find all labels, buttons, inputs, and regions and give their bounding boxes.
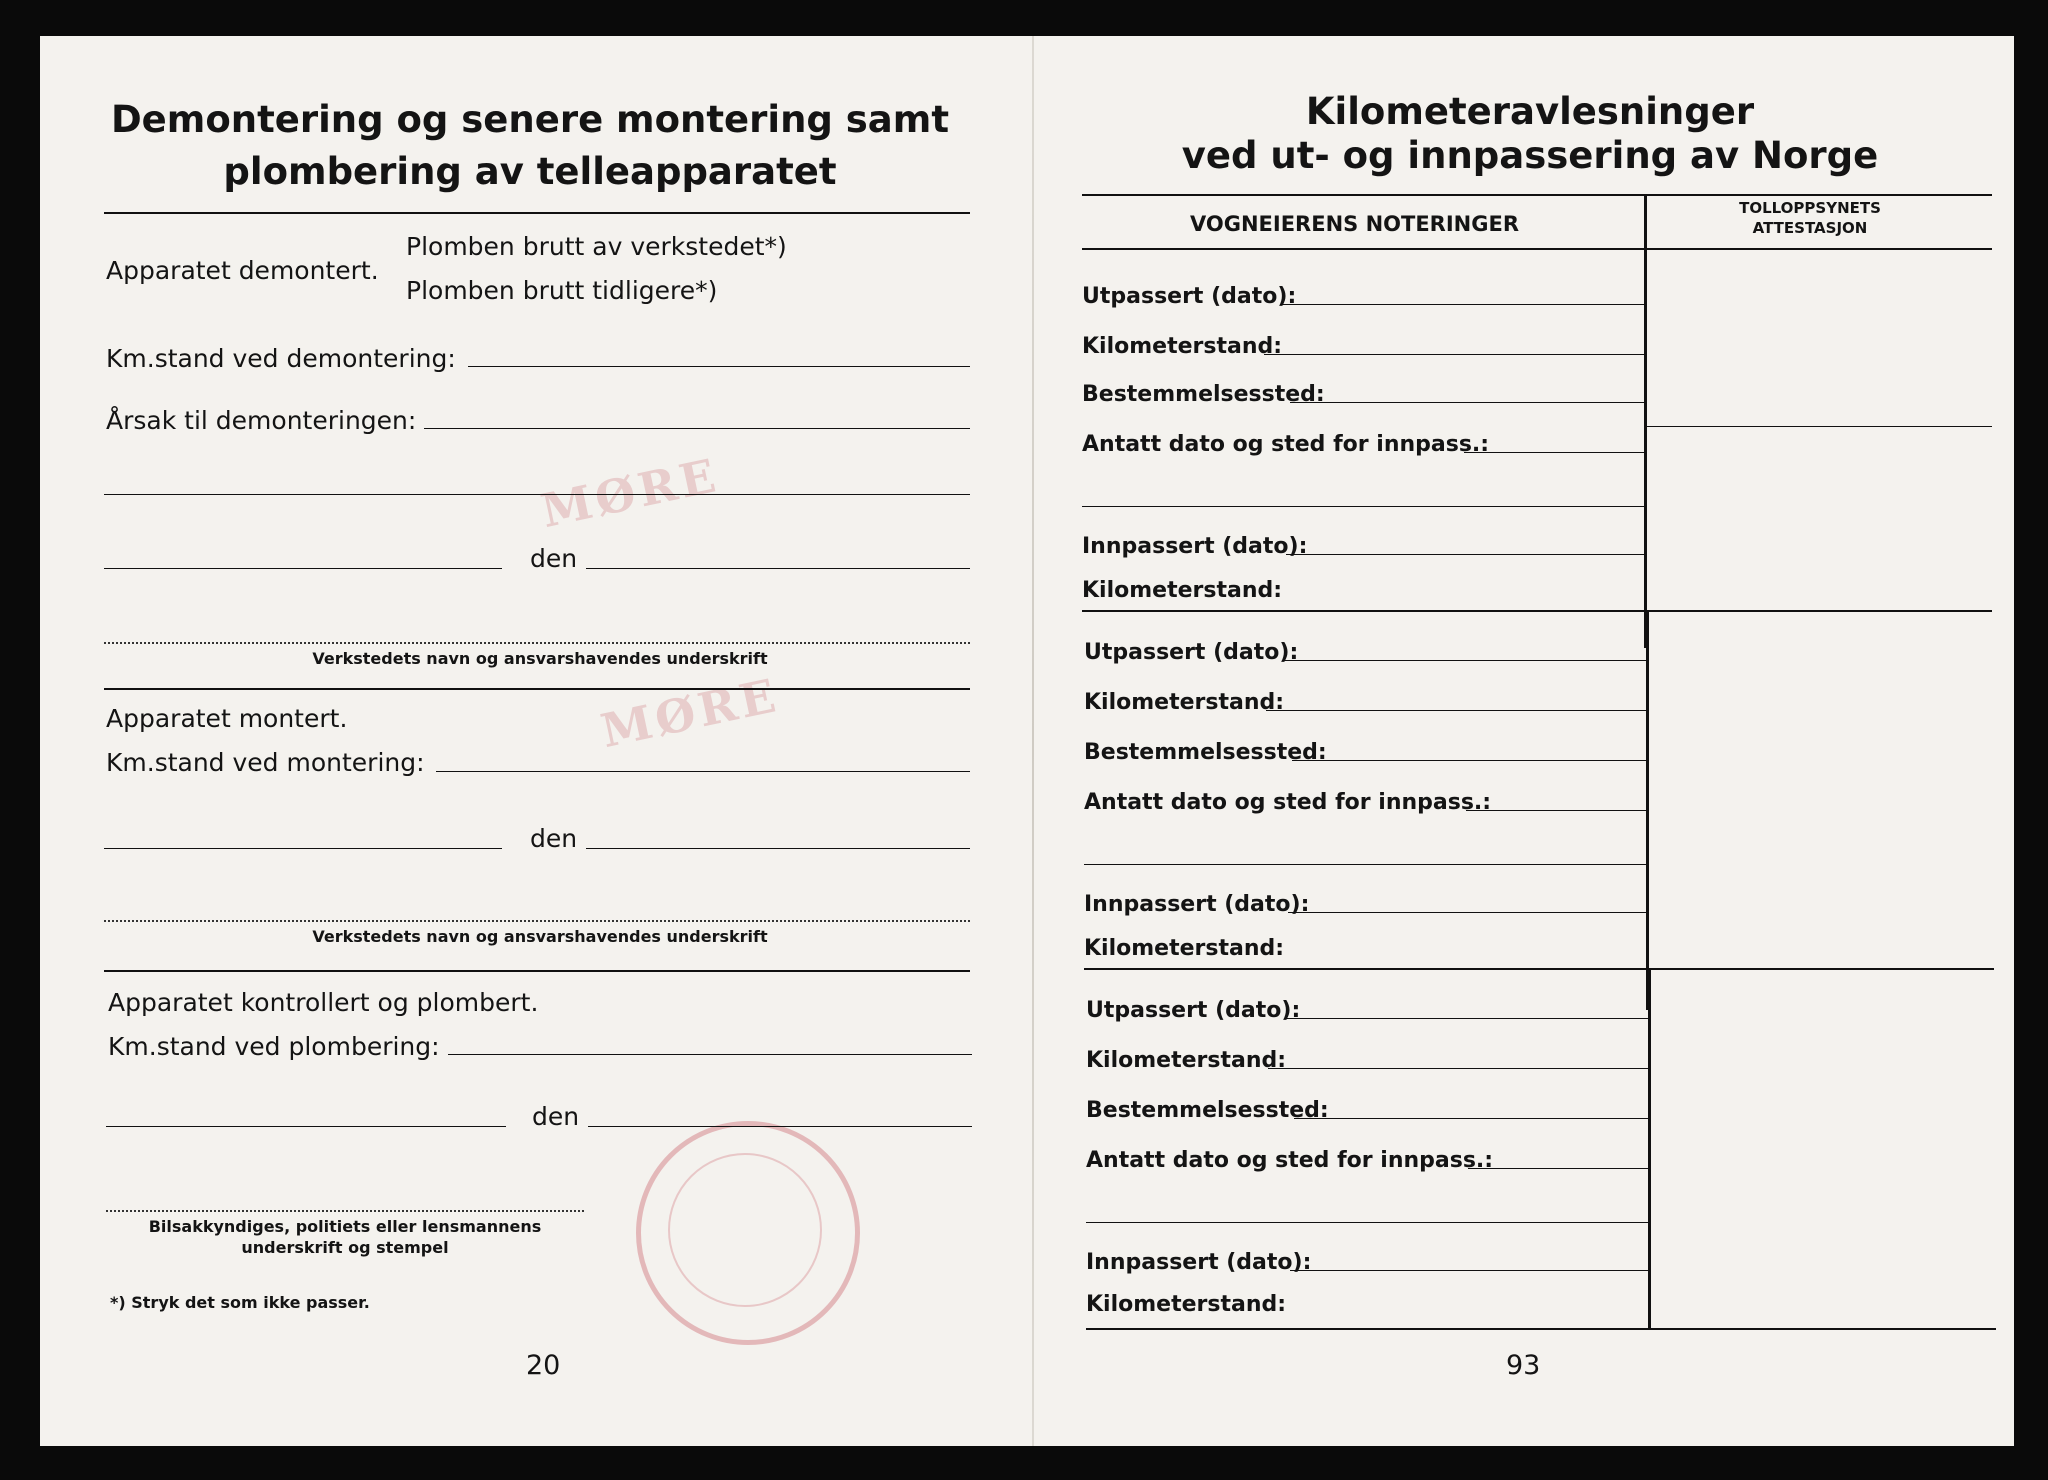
- signature-field[interactable]: [104, 920, 970, 922]
- innpassert-field[interactable]: [1288, 912, 1646, 913]
- plomben-brutt-tidligere: Plomben brutt tidligere*): [406, 276, 718, 305]
- bestemmelsessted-label: Bestemmelsessted:: [1082, 382, 1325, 407]
- bleed-through-mark: MØRE: [536, 447, 724, 539]
- divider: [104, 212, 970, 214]
- utpassert-field[interactable]: [1284, 1018, 1648, 1019]
- bleed-through-mark: MØRE: [596, 667, 784, 759]
- right-title-line1: Kilometeravlesninger: [1305, 90, 1755, 133]
- column-divider: [1646, 612, 1649, 1010]
- utpassert-label: Utpassert (dato):: [1086, 998, 1301, 1023]
- place-field[interactable]: [104, 568, 502, 569]
- page-fold: [1032, 36, 1034, 1446]
- faded-stamp-ring: [668, 1153, 822, 1307]
- right-title-line2: ved ut- og innpassering av Norge: [1181, 134, 1879, 177]
- arsak-label: Årsak til demonteringen:: [106, 406, 417, 435]
- km-stand-plombering-label: Km.stand ved plombering:: [108, 1032, 440, 1061]
- divider: [1082, 194, 1992, 196]
- col-header-owner: VOGNEIERENS NOTERINGER: [1190, 212, 1519, 236]
- document-sheet: [40, 36, 2014, 1446]
- kilometerstand-label: Kilometerstand:: [1082, 578, 1283, 603]
- place-field[interactable]: [106, 1126, 506, 1127]
- kilometerstand-label: Kilometerstand:: [1084, 936, 1285, 961]
- customs-attestation-line[interactable]: [1646, 426, 1992, 427]
- plomben-brutt-verkstedet: Plomben brutt av verkstedet*): [406, 232, 787, 261]
- verksted-sign-caption: Verkstedets navn og ansvarshavendes underskrift: [312, 649, 768, 668]
- bilsakkyndig-caption-line1: Bilsakkyndiges, politiets eller lensmannens: [148, 1217, 542, 1236]
- innpassert-label: Innpassert (dato):: [1086, 1250, 1312, 1275]
- antatt-label: Antatt dato og sted for innpass.:: [1084, 790, 1492, 815]
- date-field[interactable]: [586, 568, 970, 569]
- kilometerstand-label: Kilometerstand:: [1086, 1292, 1287, 1317]
- place-field[interactable]: [104, 848, 502, 849]
- bestemmelsessted-field[interactable]: [1290, 402, 1644, 403]
- divider: [1086, 1328, 1996, 1330]
- arsak-field-line2[interactable]: [104, 494, 970, 495]
- divider: [1082, 248, 1992, 250]
- km-stand-plombering-field[interactable]: [448, 1054, 972, 1055]
- antatt-field[interactable]: [1468, 1168, 1648, 1169]
- arsak-field[interactable]: [424, 428, 970, 429]
- date-field[interactable]: [588, 1126, 972, 1127]
- antatt-label: Antatt dato og sted for innpass.:: [1082, 432, 1490, 457]
- innpassert-label: Innpassert (dato):: [1084, 892, 1310, 917]
- utpassert-field[interactable]: [1280, 304, 1644, 305]
- left-page-number: 20: [526, 1350, 561, 1381]
- km-stand-demontering-label: Km.stand ved demontering:: [106, 344, 456, 373]
- left-title-line2: plombering av telleapparatet: [223, 150, 837, 193]
- antatt-field[interactable]: [1464, 452, 1644, 453]
- antatt-field-line2[interactable]: [1082, 506, 1644, 507]
- apparatet-montert: Apparatet montert.: [106, 704, 348, 733]
- km-stand-demontering-field[interactable]: [468, 366, 970, 367]
- authority-signature-field[interactable]: [106, 1210, 584, 1212]
- utpassert-label: Utpassert (dato):: [1084, 640, 1299, 665]
- den-label: den: [530, 544, 578, 573]
- right-page-number: 93: [1506, 1350, 1541, 1381]
- innpassert-label: Innpassert (dato):: [1082, 534, 1308, 559]
- footnote: *) Stryk det som ikke passer.: [110, 1293, 370, 1312]
- den-label: den: [530, 824, 578, 853]
- apparatet-kontrollert: Apparatet kontrollert og plombert.: [108, 988, 539, 1017]
- divider: [1082, 610, 1992, 612]
- bilsakkyndig-caption-line2: underskrift og stempel: [241, 1238, 449, 1257]
- divider: [1084, 968, 1994, 970]
- bestemmelsessted-label: Bestemmelsessted:: [1086, 1098, 1329, 1123]
- utpassert-field[interactable]: [1282, 660, 1646, 661]
- bestemmelsessted-field[interactable]: [1294, 1118, 1648, 1119]
- innpassert-field[interactable]: [1290, 1270, 1648, 1271]
- header-divider: [1644, 196, 1647, 248]
- kilometerstand-field[interactable]: [1264, 354, 1644, 355]
- signature-field[interactable]: [104, 642, 970, 644]
- col-header-customs-line1: TOLLOPPSYNETS: [1739, 199, 1881, 217]
- col-header-customs-line2: ATTESTASJON: [1752, 219, 1868, 237]
- kilometerstand-field[interactable]: [1268, 1068, 1648, 1069]
- apparatet-demontert: Apparatet demontert.: [106, 256, 379, 285]
- column-divider: [1644, 250, 1647, 648]
- utpassert-label: Utpassert (dato):: [1082, 284, 1297, 309]
- verksted-sign-caption: Verkstedets navn og ansvarshavendes underskrift: [312, 927, 768, 946]
- den-label: den: [532, 1102, 580, 1131]
- antatt-field-line2[interactable]: [1086, 1222, 1648, 1223]
- antatt-label: Antatt dato og sted for innpass.:: [1086, 1148, 1494, 1173]
- bestemmelsessted-label: Bestemmelsessted:: [1084, 740, 1327, 765]
- left-title-line1: Demontering og senere montering samt: [110, 98, 950, 141]
- kilometerstand-label: Kilometerstand:: [1084, 690, 1285, 715]
- innpassert-field[interactable]: [1286, 554, 1644, 555]
- divider: [104, 688, 970, 690]
- antatt-field-line2[interactable]: [1084, 864, 1646, 865]
- date-field[interactable]: [586, 848, 970, 849]
- kilometerstand-field[interactable]: [1266, 710, 1646, 711]
- antatt-field[interactable]: [1466, 810, 1646, 811]
- kilometerstand-label: Kilometerstand:: [1086, 1048, 1287, 1073]
- column-divider: [1648, 970, 1651, 1330]
- km-stand-montering-label: Km.stand ved montering:: [106, 748, 425, 777]
- divider: [104, 970, 970, 972]
- kilometerstand-label: Kilometerstand:: [1082, 334, 1283, 359]
- bestemmelsessted-field[interactable]: [1292, 760, 1646, 761]
- km-stand-montering-field[interactable]: [436, 771, 970, 772]
